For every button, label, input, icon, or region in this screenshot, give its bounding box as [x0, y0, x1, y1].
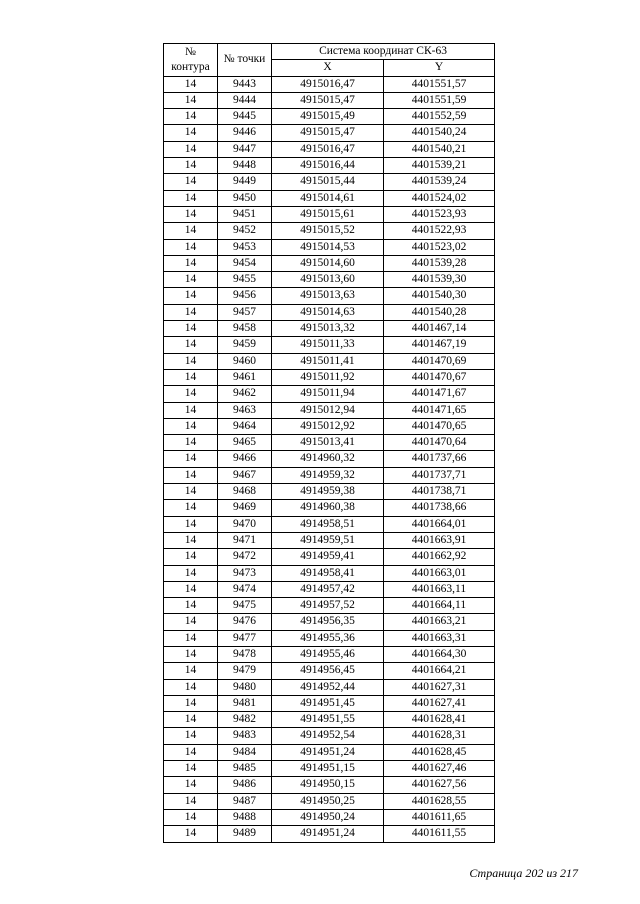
y-cell: 4401539,30 — [384, 272, 495, 288]
point-cell: 9452 — [218, 223, 272, 239]
point-cell: 9445 — [218, 109, 272, 125]
x-cell: 4915012,92 — [272, 418, 384, 434]
y-cell: 4401628,31 — [384, 728, 495, 744]
x-cell: 4914950,25 — [272, 793, 384, 809]
contour-cell: 14 — [164, 435, 218, 451]
table-row — [164, 109, 495, 125]
table-row — [164, 549, 495, 565]
point-cell: 9470 — [218, 516, 272, 532]
point-cell: 9458 — [218, 321, 272, 337]
x-cell: 4914952,44 — [272, 679, 384, 695]
contour-cell: 14 — [164, 158, 218, 174]
point-cell: 9468 — [218, 484, 272, 500]
table-row — [164, 386, 495, 402]
table-row — [164, 353, 495, 369]
contour-cell: 14 — [164, 630, 218, 646]
table-row — [164, 500, 495, 516]
table-row — [164, 451, 495, 467]
point-cell: 9483 — [218, 728, 272, 744]
y-cell: 4401628,41 — [384, 712, 495, 728]
point-cell: 9450 — [218, 190, 272, 206]
point-cell: 9473 — [218, 565, 272, 581]
x-cell: 4915013,63 — [272, 288, 384, 304]
contour-cell: 14 — [164, 109, 218, 125]
y-cell: 4401664,11 — [384, 598, 495, 614]
y-cell: 4401611,55 — [384, 826, 495, 842]
contour-cell: 14 — [164, 92, 218, 108]
table-row — [164, 614, 495, 630]
y-cell: 4401539,21 — [384, 158, 495, 174]
table-row — [164, 777, 495, 793]
table-row — [164, 435, 495, 451]
header-coordinate-system: Система координат СК-63 — [272, 44, 495, 60]
y-cell: 4401611,65 — [384, 809, 495, 825]
y-cell: 4401471,67 — [384, 386, 495, 402]
y-cell: 4401470,65 — [384, 418, 495, 434]
contour-cell: 14 — [164, 321, 218, 337]
table-row — [164, 695, 495, 711]
coordinates-table — [163, 43, 495, 843]
y-cell: 4401523,93 — [384, 206, 495, 222]
point-cell: 9443 — [218, 76, 272, 92]
point-cell: 9455 — [218, 272, 272, 288]
point-cell: 9477 — [218, 630, 272, 646]
point-cell: 9453 — [218, 239, 272, 255]
contour-cell: 14 — [164, 809, 218, 825]
x-cell: 4915011,94 — [272, 386, 384, 402]
table-row — [164, 92, 495, 108]
contour-cell: 14 — [164, 728, 218, 744]
y-cell: 4401467,19 — [384, 337, 495, 353]
x-cell: 4915015,52 — [272, 223, 384, 239]
table-row — [164, 516, 495, 532]
contour-cell: 14 — [164, 402, 218, 418]
x-cell: 4914957,52 — [272, 598, 384, 614]
x-cell: 4915015,61 — [272, 206, 384, 222]
table-row — [164, 321, 495, 337]
y-cell: 4401524,02 — [384, 190, 495, 206]
point-cell: 9461 — [218, 369, 272, 385]
point-cell: 9489 — [218, 826, 272, 842]
point-cell: 9457 — [218, 304, 272, 320]
x-cell: 4914956,45 — [272, 663, 384, 679]
x-cell: 4914951,24 — [272, 826, 384, 842]
x-cell: 4915012,94 — [272, 402, 384, 418]
x-cell: 4915014,63 — [272, 304, 384, 320]
x-cell: 4914951,55 — [272, 712, 384, 728]
contour-cell: 14 — [164, 206, 218, 222]
point-cell: 9444 — [218, 92, 272, 108]
point-cell: 9474 — [218, 581, 272, 597]
contour-cell: 14 — [164, 549, 218, 565]
point-cell: 9488 — [218, 809, 272, 825]
x-cell: 4915015,44 — [272, 174, 384, 190]
table-row — [164, 272, 495, 288]
x-cell: 4914956,35 — [272, 614, 384, 630]
y-cell: 4401663,11 — [384, 581, 495, 597]
x-cell: 4914960,32 — [272, 451, 384, 467]
table-row — [164, 76, 495, 92]
point-cell: 9456 — [218, 288, 272, 304]
contour-cell: 14 — [164, 174, 218, 190]
contour-cell: 14 — [164, 500, 218, 516]
point-cell: 9449 — [218, 174, 272, 190]
point-cell: 9476 — [218, 614, 272, 630]
table-row — [164, 337, 495, 353]
contour-cell: 14 — [164, 141, 218, 157]
x-cell: 4914955,46 — [272, 646, 384, 662]
x-cell: 4914959,38 — [272, 484, 384, 500]
table-row — [164, 744, 495, 760]
page-number: Страница 202 из 217 — [469, 866, 578, 880]
point-cell: 9480 — [218, 679, 272, 695]
contour-cell: 14 — [164, 255, 218, 271]
x-cell: 4914959,51 — [272, 532, 384, 548]
point-cell: 9471 — [218, 532, 272, 548]
x-cell: 4914957,42 — [272, 581, 384, 597]
contour-cell: 14 — [164, 353, 218, 369]
y-cell: 4401540,21 — [384, 141, 495, 157]
table-row — [164, 728, 495, 744]
contour-cell: 14 — [164, 565, 218, 581]
contour-cell: 14 — [164, 239, 218, 255]
y-cell: 4401522,93 — [384, 223, 495, 239]
y-cell: 4401627,41 — [384, 695, 495, 711]
y-cell: 4401551,59 — [384, 92, 495, 108]
y-cell: 4401737,66 — [384, 451, 495, 467]
table-row — [164, 467, 495, 483]
table-row — [164, 402, 495, 418]
y-cell: 4401470,67 — [384, 369, 495, 385]
contour-cell: 14 — [164, 484, 218, 500]
table-row — [164, 598, 495, 614]
x-cell: 4914959,32 — [272, 467, 384, 483]
header-contour-number — [164, 44, 218, 77]
x-cell: 4914955,36 — [272, 630, 384, 646]
y-cell: 4401523,02 — [384, 239, 495, 255]
header-x: X — [272, 60, 384, 76]
table-row — [164, 255, 495, 271]
table-row — [164, 484, 495, 500]
point-cell: 9460 — [218, 353, 272, 369]
x-cell: 4915016,47 — [272, 76, 384, 92]
y-cell: 4401470,64 — [384, 435, 495, 451]
point-cell: 9466 — [218, 451, 272, 467]
y-cell: 4401662,92 — [384, 549, 495, 565]
point-cell: 9459 — [218, 337, 272, 353]
x-cell: 4915016,47 — [272, 141, 384, 157]
x-cell: 4915011,92 — [272, 369, 384, 385]
table-row — [164, 174, 495, 190]
table-row — [164, 532, 495, 548]
contour-cell: 14 — [164, 467, 218, 483]
table-row — [164, 369, 495, 385]
x-cell: 4914952,54 — [272, 728, 384, 744]
table-row — [164, 125, 495, 141]
x-cell: 4914951,24 — [272, 744, 384, 760]
x-cell: 4915015,47 — [272, 92, 384, 108]
point-cell: 9454 — [218, 255, 272, 271]
x-cell: 4915015,49 — [272, 109, 384, 125]
contour-cell: 14 — [164, 646, 218, 662]
header-contour-symbol: № — [185, 45, 196, 58]
point-cell: 9479 — [218, 663, 272, 679]
x-cell: 4915014,60 — [272, 255, 384, 271]
contour-cell: 14 — [164, 663, 218, 679]
y-cell: 4401663,31 — [384, 630, 495, 646]
y-cell: 4401663,21 — [384, 614, 495, 630]
point-cell: 9447 — [218, 141, 272, 157]
x-cell: 4914958,51 — [272, 516, 384, 532]
table-row — [164, 761, 495, 777]
y-cell: 4401628,55 — [384, 793, 495, 809]
y-cell: 4401664,30 — [384, 646, 495, 662]
point-cell: 9485 — [218, 761, 272, 777]
table-row — [164, 206, 495, 222]
y-cell: 4401627,31 — [384, 679, 495, 695]
x-cell: 4915013,60 — [272, 272, 384, 288]
x-cell: 4915014,61 — [272, 190, 384, 206]
x-cell: 4914951,45 — [272, 695, 384, 711]
contour-cell: 14 — [164, 337, 218, 353]
header-y: Y — [384, 60, 495, 76]
x-cell: 4914950,24 — [272, 809, 384, 825]
contour-cell: 14 — [164, 744, 218, 760]
contour-cell: 14 — [164, 369, 218, 385]
table-row — [164, 581, 495, 597]
point-cell: 9478 — [218, 646, 272, 662]
x-cell: 4915013,32 — [272, 321, 384, 337]
table-row — [164, 141, 495, 157]
table-row — [164, 826, 495, 842]
point-cell: 9462 — [218, 386, 272, 402]
x-cell: 4914959,41 — [272, 549, 384, 565]
table-row — [164, 239, 495, 255]
y-cell: 4401627,56 — [384, 777, 495, 793]
contour-cell: 14 — [164, 777, 218, 793]
x-cell: 4915014,53 — [272, 239, 384, 255]
table-row — [164, 646, 495, 662]
x-cell: 4915015,47 — [272, 125, 384, 141]
y-cell: 4401539,28 — [384, 255, 495, 271]
table-row — [164, 793, 495, 809]
contour-cell: 14 — [164, 581, 218, 597]
y-cell: 4401540,24 — [384, 125, 495, 141]
point-cell: 9465 — [218, 435, 272, 451]
contour-cell: 14 — [164, 451, 218, 467]
x-cell: 4914950,15 — [272, 777, 384, 793]
y-cell: 4401627,46 — [384, 761, 495, 777]
contour-cell: 14 — [164, 76, 218, 92]
y-cell: 4401552,59 — [384, 109, 495, 125]
table-row — [164, 190, 495, 206]
point-cell: 9448 — [218, 158, 272, 174]
point-cell: 9463 — [218, 402, 272, 418]
contour-cell: 14 — [164, 614, 218, 630]
y-cell: 4401663,01 — [384, 565, 495, 581]
contour-cell: 14 — [164, 386, 218, 402]
table-row — [164, 418, 495, 434]
point-cell: 9451 — [218, 206, 272, 222]
table-row — [164, 565, 495, 581]
contour-cell: 14 — [164, 272, 218, 288]
point-cell: 9475 — [218, 598, 272, 614]
y-cell: 4401663,91 — [384, 532, 495, 548]
y-cell: 4401664,21 — [384, 663, 495, 679]
x-cell: 4915016,44 — [272, 158, 384, 174]
table-row — [164, 158, 495, 174]
y-cell: 4401467,14 — [384, 321, 495, 337]
contour-cell: 14 — [164, 793, 218, 809]
x-cell: 4914951,15 — [272, 761, 384, 777]
x-cell: 4915011,33 — [272, 337, 384, 353]
table-row — [164, 712, 495, 728]
header-point-number: № точки — [218, 44, 272, 77]
y-cell: 4401664,01 — [384, 516, 495, 532]
table-row — [164, 679, 495, 695]
contour-cell: 14 — [164, 532, 218, 548]
y-cell: 4401738,66 — [384, 500, 495, 516]
point-cell: 9482 — [218, 712, 272, 728]
table-row — [164, 288, 495, 304]
table-row — [164, 630, 495, 646]
point-cell: 9467 — [218, 467, 272, 483]
y-cell: 4401540,28 — [384, 304, 495, 320]
contour-cell: 14 — [164, 712, 218, 728]
contour-cell: 14 — [164, 418, 218, 434]
y-cell: 4401539,24 — [384, 174, 495, 190]
table-body — [164, 76, 495, 842]
x-cell: 4914960,38 — [272, 500, 384, 516]
point-cell: 9469 — [218, 500, 272, 516]
y-cell: 4401471,65 — [384, 402, 495, 418]
y-cell: 4401737,71 — [384, 467, 495, 483]
x-cell: 4915011,41 — [272, 353, 384, 369]
table-row — [164, 663, 495, 679]
y-cell: 4401540,30 — [384, 288, 495, 304]
contour-cell: 14 — [164, 125, 218, 141]
contour-cell: 14 — [164, 304, 218, 320]
point-cell: 9481 — [218, 695, 272, 711]
contour-cell: 14 — [164, 190, 218, 206]
x-cell: 4915013,41 — [272, 435, 384, 451]
table-row — [164, 223, 495, 239]
y-cell: 4401470,69 — [384, 353, 495, 369]
point-cell: 9446 — [218, 125, 272, 141]
y-cell: 4401551,57 — [384, 76, 495, 92]
y-cell: 4401628,45 — [384, 744, 495, 760]
point-cell: 9487 — [218, 793, 272, 809]
contour-cell: 14 — [164, 223, 218, 239]
table-row — [164, 809, 495, 825]
point-cell: 9464 — [218, 418, 272, 434]
contour-cell: 14 — [164, 288, 218, 304]
contour-cell: 14 — [164, 679, 218, 695]
point-cell: 9484 — [218, 744, 272, 760]
contour-cell: 14 — [164, 695, 218, 711]
point-cell: 9486 — [218, 777, 272, 793]
contour-cell: 14 — [164, 761, 218, 777]
y-cell: 4401738,71 — [384, 484, 495, 500]
contour-cell: 14 — [164, 516, 218, 532]
point-cell: 9472 — [218, 549, 272, 565]
contour-cell: 14 — [164, 598, 218, 614]
contour-cell: 14 — [164, 826, 218, 842]
x-cell: 4914958,41 — [272, 565, 384, 581]
header-contour-word: контура — [171, 60, 210, 73]
table-row — [164, 304, 495, 320]
